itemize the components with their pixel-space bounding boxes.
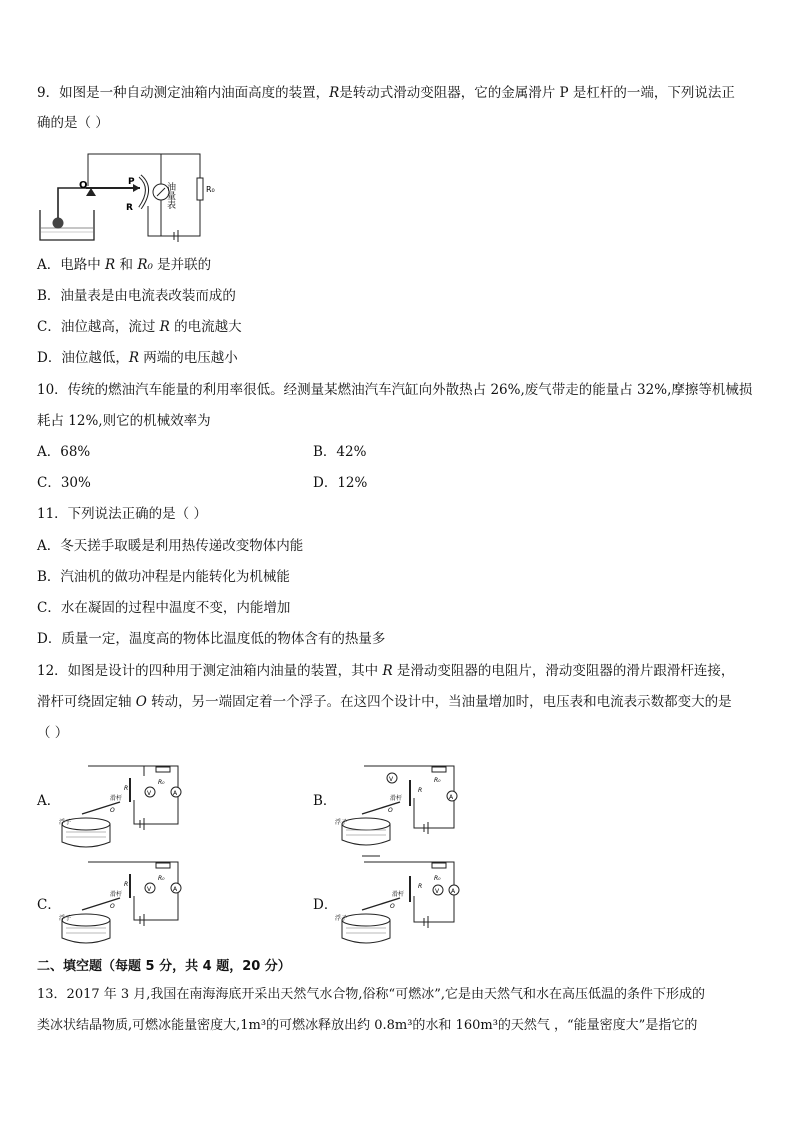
q11-option-c: C．水在凝固的过程中温度不变，内能增加 xyxy=(37,600,291,616)
q9-oil-gauge-diagram xyxy=(36,148,222,244)
svg-text:浮子: 浮子 xyxy=(59,819,72,826)
q10-option-a: A．68% xyxy=(37,444,91,460)
svg-text:A: A xyxy=(173,886,178,893)
svg-text:A: A xyxy=(449,794,454,801)
q10-option-d: D．12% xyxy=(313,475,368,491)
q12-stem-line1: 12．如图是设计的四种用于测定油箱内油量的装置，其中 R 是滑动变阻器的电阻片，滑动变阻器的滑片跟滑杆连接， xyxy=(37,663,735,679)
q10-stem-line2: 耗占 12%,则它的机械效率为 xyxy=(37,413,211,429)
svg-text:浮子: 浮子 xyxy=(335,915,348,922)
q12-circuit-d-diagram xyxy=(334,858,464,954)
q12-option-c-label: C． xyxy=(37,897,61,913)
svg-text:V: V xyxy=(435,888,440,895)
q10-option-c: C．30% xyxy=(37,475,91,491)
svg-text:O: O xyxy=(388,807,393,814)
q12-stem-line3: （ ） xyxy=(37,725,69,741)
svg-text:滑杆: 滑杆 xyxy=(390,795,403,802)
svg-text:R: R xyxy=(124,785,129,792)
svg-text:浮子: 浮子 xyxy=(59,915,72,922)
svg-text:V: V xyxy=(147,886,152,893)
section-2-heading: 二、填空题（每题 5 分，共 4 题，20 分） xyxy=(37,959,291,974)
q9-option-a: A．电路中 R 和 R₀ 是并联的 xyxy=(37,257,212,273)
q9-option-b: B．油量表是由电流表改装而成的 xyxy=(37,288,236,304)
q9-label-R: R xyxy=(126,203,133,213)
q9-option-d: D．油位越低，R 两端的电压越小 xyxy=(37,350,238,366)
q12-stem-line2: 滑杆可绕固定轴 O 转动，另一端固定着一个浮子。在这四个设计中，当油量增加时，电压表和电流表示数都变大的是 xyxy=(37,694,732,710)
svg-text:滑杆: 滑杆 xyxy=(392,891,405,898)
svg-text:O: O xyxy=(110,807,115,814)
svg-text:V: V xyxy=(147,790,152,797)
q10-option-b: B．42% xyxy=(313,444,367,460)
q10-stem-line1: 10．传统的燃油汽车能量的利用率很低。经测量某燃油汽车汽缸向外散热占 26%,废气带走的能量占 32%,摩擦等机械损 xyxy=(37,382,753,398)
svg-text:R₀: R₀ xyxy=(158,779,165,786)
svg-text:浮子: 浮子 xyxy=(335,819,348,826)
svg-text:R₀: R₀ xyxy=(158,875,165,882)
q13-line2: 类冰状结晶物质,可燃冰能量密度大,1m³的可燃冰释放出约 0.8m³的水和 160m³的天然气 ，“能量密度大”是指它的 xyxy=(37,1018,698,1033)
q12-option-a-label: A． xyxy=(37,793,61,809)
q9-stem-line2: 确的是（ ） xyxy=(37,115,109,131)
svg-text:O: O xyxy=(110,903,115,910)
svg-text:R: R xyxy=(418,787,423,794)
q12-option-b-label: B． xyxy=(313,793,337,809)
svg-text:V: V xyxy=(389,776,394,783)
q9-label-R0: R₀ xyxy=(206,185,215,194)
svg-text:R₀: R₀ xyxy=(434,875,441,882)
svg-text:滑杆: 滑杆 xyxy=(110,891,123,898)
svg-text:O: O xyxy=(390,903,395,910)
q11-option-d: D．质量一定，温度高的物体比温度低的物体含有的热量多 xyxy=(37,631,386,647)
q9-label-P: P xyxy=(128,177,135,187)
q9-option-c: C．油位越高，流过 R 的电流越大 xyxy=(37,319,242,335)
q11-stem: 11．下列说法正确的是（ ） xyxy=(37,506,207,522)
svg-text:R₀: R₀ xyxy=(434,777,441,784)
svg-text:R: R xyxy=(418,883,423,890)
q11-option-b: B．汽油机的做功冲程是内能转化为机械能 xyxy=(37,569,290,585)
q9-stem-line1: 9．如图是一种自动测定油箱内油面高度的装置，R是转动式滑动变阻器，它的金属滑片 P 是杠杆的一端，下列说法正 xyxy=(37,85,735,101)
q9-meter-label: 油量表 xyxy=(165,182,175,209)
q12-circuit-a-diagram xyxy=(58,762,188,858)
q12-circuit-c-diagram xyxy=(58,858,188,954)
q9-label-O: O xyxy=(79,180,88,191)
svg-text:A: A xyxy=(451,888,456,895)
q11-option-a: A．冬天搓手取暖是利用热传递改变物体内能 xyxy=(37,538,304,554)
q12-circuit-b-diagram xyxy=(334,758,464,862)
svg-text:R: R xyxy=(124,881,129,888)
svg-text:滑杆: 滑杆 xyxy=(110,795,123,802)
svg-text:A: A xyxy=(173,790,178,797)
q12-option-d-label: D． xyxy=(313,897,338,913)
q13-line1: 13．2017 年 3 月,我国在南海海底开采出天然气水合物,俗称“可燃冰”,它是由天然气和水在高压低温的条件下形成的 xyxy=(37,987,705,1002)
